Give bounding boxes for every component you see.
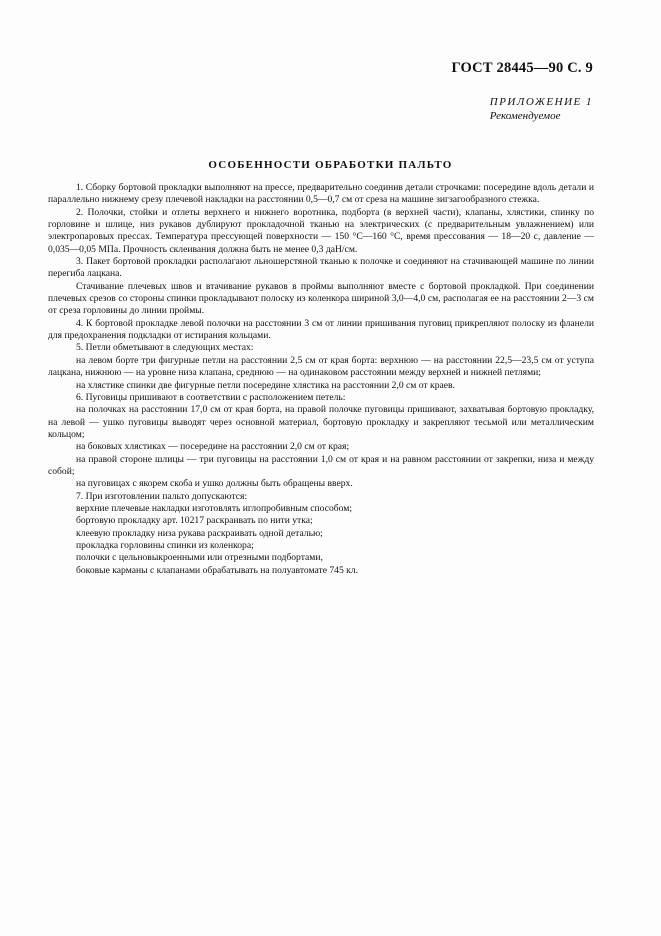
paragraph: на правой стороне шлицы — три пуговицы на расстоянии 1,0 см от края и на равном расстоянии от закрепки, низа и между собой;	[48, 453, 594, 477]
appendix-block	[490, 95, 593, 123]
paragraph: на боковых хлястиках — посередине на расстоянии 2,0 см от края;	[76, 441, 350, 453]
paragraph: 6. Пуговицы пришивают в соответствии с расположением петель:	[76, 391, 346, 403]
paragraph: на пуговицах с якорем скоба и ушко должны быть обращены вверх.	[76, 478, 353, 490]
paragraph: 3. Пакет бортовой прокладки располагают льношерстяной тканью к полочке и соединяют на стачивающей машине по линии перегиба лацкана.	[48, 256, 594, 280]
appendix-status: Рекомендуемое	[489, 110, 561, 122]
paragraph: боковые карманы с клапанами обрабатывать на полуавтомате 745 кл.	[76, 564, 358, 576]
paragraph: 7. При изготовлении пальто допускаются:	[76, 490, 248, 502]
paragraph: бортовую прокладку арт. 10217 раскраивать по нити утка;	[76, 515, 313, 527]
paragraph: 2. Полочки, стойки и отлеты верхнего и нижнего воротника, подборта (в верхней части), клапаны, хлястики, спинку по горловине и шлице, низ рукавов дублируют прокладочной тканью на электрических (с предварительным увлажнением) или электропаровых прессах. Температура прессующей поверхности — 150 °С—160 °С, время прессования — 18—20 с, давление — 0,035—0,05 МПа. Прочность склеивания должна быть не менее 0,3 даН/см.	[48, 206, 594, 255]
paragraph: прокладка горловины спинки из коленкора;	[76, 539, 254, 551]
paragraph: 5. Петли обметывают в следующих местах:	[76, 342, 254, 354]
paragraph: на полочках на расстоянии 17,0 см от края борта, на правой полочке пуговицы пришивают, захватывая бортовую прокладку, на левой — ушко пуговицы выводят через основной материал, бортовую прокладку и закрепляют тесьмой или металлическим кольцом;	[48, 404, 594, 440]
appendix-label: ПРИЛОЖЕНИЕ 1	[489, 96, 593, 108]
paragraph: 1. Сборку бортовой прокладки выполняют на прессе, предварительно соединив детали строчками: посередине вдоль детали и параллельно нижнему срезу плечевой накладки на расстоянии 0,5—0,7 см от среза на машине зигзагообразного стежка.	[48, 182, 594, 206]
paragraph: на левом борте три фигурные петли на расстоянии 2,5 см от края борта: верхнюю — на расстоянии 22,5—23,5 см от уступа лацкана, нижнюю — на уровне низа клапана, среднюю — на одинаковом расстоянии между верхней и нижней петлями;	[48, 354, 594, 379]
paragraph: полочки с цельновыкроенными или отрезными подбортами,	[76, 552, 323, 564]
body-text	[48, 182, 594, 577]
paragraph: верхние плечевые накладки изготовлять иглопробивным способом;	[76, 502, 353, 514]
paragraph: клеевую прокладку низа рукава раскраивать одной деталью;	[76, 527, 323, 539]
section-title: ОСОБЕННОСТИ ОБРАБОТКИ ПАЛЬТО	[208, 159, 453, 171]
paragraph: Стачивание плечевых швов и втачивание рукавов в проймы выполняют вместе с бортовой прокладкой. При соединении плечевых срезов со стороны спинки прокладывают полоску из коленкора шириной 3,0—4,0 см, располагая ее на расстоянии 2—3 см от среза горловины до линии проймы.	[48, 280, 594, 317]
paragraph: 4. К бортовой прокладке левой полочки на расстоянии 3 см от линии пришивания пуговиц прикрепляют полоску из фланели для предохранения подкладки от истирания кольцами.	[48, 317, 594, 342]
page-header-gost: ГОСТ 28445—90 С. 9	[451, 60, 593, 76]
paragraph: на хлястике спинки две фигурные петли посередине хлястика на расстоянии 2,0 см от краев.	[76, 379, 455, 391]
